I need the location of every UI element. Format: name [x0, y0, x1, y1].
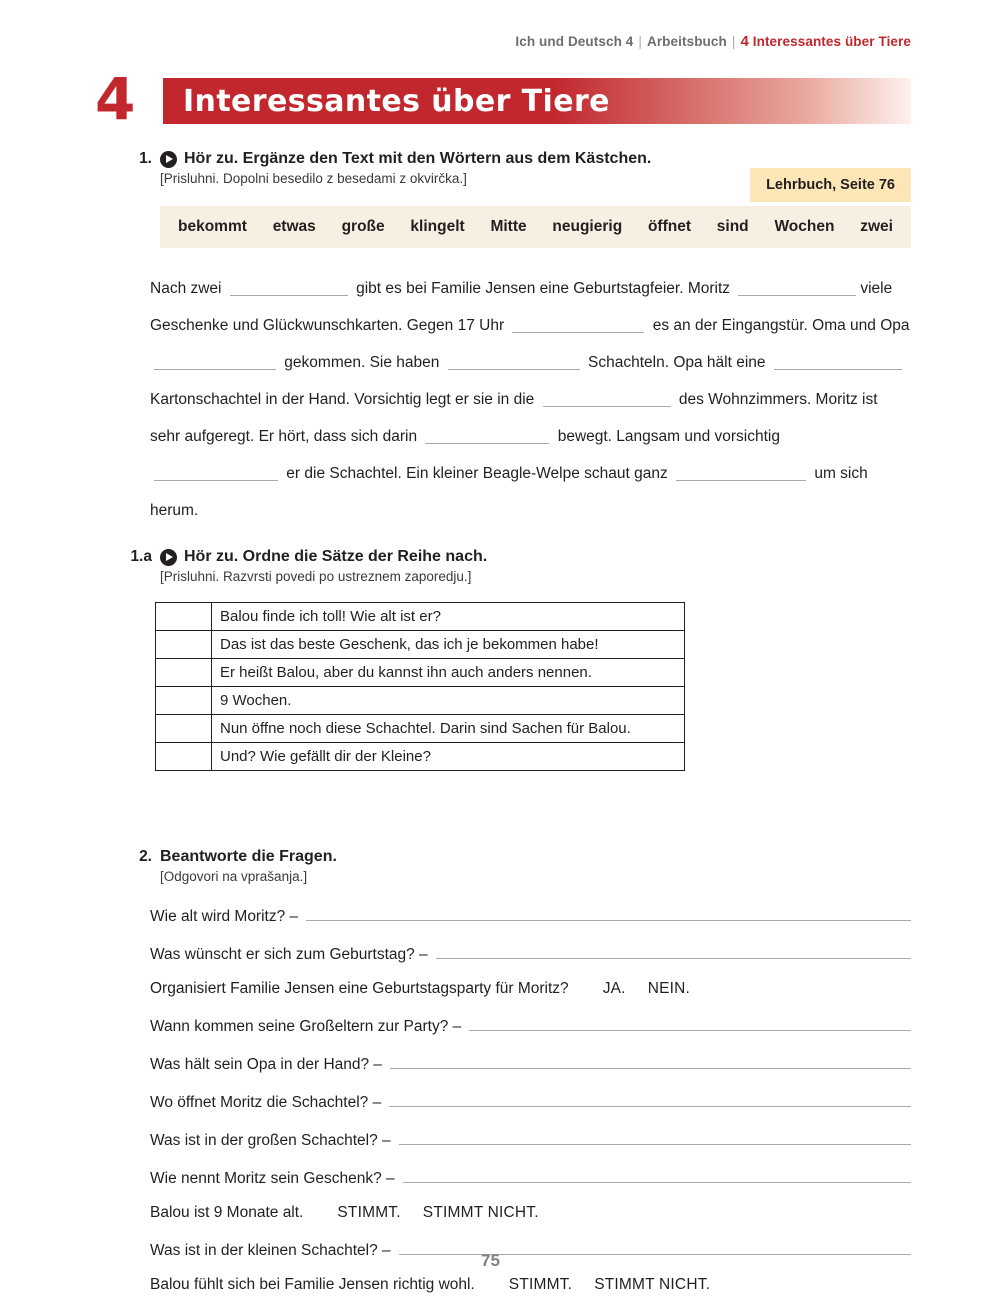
order-sentence: Und? Wie gefällt dir der Kleine?	[212, 743, 685, 771]
gap-blank[interactable]	[676, 462, 806, 481]
gap-text-part: des Wohnzimmers. Moritz ist sehr aufgeregt. Er hört, dass sich darin	[150, 391, 878, 445]
task-1-heading-row	[160, 150, 981, 168]
answer-line[interactable]	[469, 1014, 911, 1031]
choice-option[interactable]: STIMMT NICHT.	[422, 1204, 539, 1221]
order-input-cell[interactable]	[156, 603, 212, 631]
question-row	[150, 1014, 911, 1036]
audio-play-icon[interactable]	[160, 549, 177, 566]
question-text: Was wünscht er sich zum Geburtstag? –	[150, 946, 428, 963]
wordbox-word: Mitte	[490, 218, 527, 235]
question-text: Wann kommen seine Großeltern zur Party? –	[150, 1018, 462, 1035]
wordbox-word: sind	[716, 218, 749, 235]
order-sentence: Balou finde ich toll! Wie alt ist er?	[212, 603, 685, 631]
table-row	[156, 743, 685, 771]
question-text: Balou fühlt sich bei Familie Jensen richtig wohl.	[150, 1276, 475, 1293]
order-sentence: Er heißt Balou, aber du kannst ihn auch anders nennen.	[212, 659, 685, 687]
question-choices	[603, 980, 712, 998]
task-1-heading: Hör zu. Ergänze den Text mit den Wörtern aus dem Kästchen.	[184, 150, 652, 167]
running-head-book: Ich und Deutsch 4	[515, 34, 634, 49]
ordering-table	[155, 602, 685, 771]
running-head	[515, 33, 911, 50]
question-text: Was ist in der großen Schachtel? –	[150, 1132, 391, 1149]
gap-blank[interactable]	[154, 351, 276, 370]
choice-option[interactable]: STIMMT.	[508, 1276, 573, 1293]
answer-line[interactable]	[390, 1052, 911, 1069]
question-row	[150, 980, 911, 998]
task-1-number: 1.	[139, 150, 152, 167]
task-1-subtitle: [Prisluhni. Dopolni besedilo z besedami z okvirčka.]	[160, 171, 467, 186]
wordbox-word: bekommt	[178, 218, 247, 235]
table-row	[156, 603, 685, 631]
lehrbuch-badge: Lehrbuch, Seite 76	[750, 168, 911, 202]
wordbox-word: etwas	[272, 218, 316, 235]
wordbox-word: neugierig	[552, 218, 623, 235]
running-head-section: Arbeitsbuch	[646, 34, 727, 49]
gap-text-part: es an der Eingangstür. Oma und Opa	[648, 317, 910, 334]
question-text: Wo öffnet Moritz die Schachtel? –	[150, 1094, 382, 1111]
running-head-chapter-title: Interessantes über Tiere	[752, 34, 911, 49]
choice-option[interactable]: STIMMT.	[337, 1204, 401, 1221]
question-text: Balou ist 9 Monate alt.	[150, 1204, 304, 1221]
gap-text-part: viele Geschenke und Glückwunschkarten. Gegen 17 Uhr	[150, 280, 893, 334]
wordbox-word: zwei	[860, 218, 893, 235]
running-head-separator-2: |	[731, 34, 736, 49]
question-row	[150, 1052, 911, 1074]
task-1-wordbox	[160, 206, 911, 248]
gap-text-part: Nach zwei	[150, 280, 226, 297]
table-row	[156, 631, 685, 659]
task-2	[0, 848, 981, 1294]
order-input-cell[interactable]	[156, 631, 212, 659]
answer-line[interactable]	[389, 1090, 911, 1107]
choice-option[interactable]: JA.	[602, 980, 626, 997]
question-row	[150, 1204, 911, 1222]
gap-text-part: Kartonschachtel in der Hand. Vorsichtig legt er sie in die	[150, 391, 539, 408]
gap-text-part: gibt es bei Familie Jensen eine Geburtstagfeier. Moritz	[351, 280, 735, 297]
wordbox-word: öffnet	[647, 218, 691, 235]
chapter-title: Interessantes über Tiere	[183, 83, 610, 119]
answer-line[interactable]	[436, 942, 911, 959]
page-number: 75	[481, 1251, 500, 1270]
choice-option[interactable]: NEIN.	[647, 980, 691, 997]
order-input-cell[interactable]	[156, 743, 212, 771]
gap-blank[interactable]	[543, 388, 671, 407]
wordbox-word: große	[341, 218, 385, 235]
audio-play-icon[interactable]	[160, 151, 177, 168]
task-2-heading: Beantworte die Fragen.	[160, 848, 337, 865]
question-row	[150, 942, 911, 964]
chapter-banner-bar	[163, 78, 911, 124]
task-1	[0, 150, 981, 519]
question-row	[150, 1090, 911, 1112]
task-1a-heading: Hör zu. Ordne die Sätze der Reihe nach.	[184, 548, 488, 565]
gap-blank[interactable]	[154, 462, 278, 481]
question-text: Was ist in der kleinen Schachtel? –	[150, 1242, 391, 1259]
task-1a-heading-row	[160, 548, 981, 566]
question-text: Wie alt wird Moritz? –	[150, 908, 299, 925]
table-row	[156, 715, 685, 743]
gap-blank[interactable]	[230, 277, 348, 296]
gap-text-part: um sich herum.	[150, 465, 868, 519]
question-text: Wie nennt Moritz sein Geschenk? –	[150, 1170, 395, 1187]
question-row	[150, 1166, 911, 1188]
gap-blank[interactable]	[738, 277, 856, 296]
gap-text-part: Schachteln. Opa hält eine	[583, 354, 770, 371]
gap-blank[interactable]	[774, 351, 902, 370]
order-input-cell[interactable]	[156, 715, 212, 743]
question-text: Was hält sein Opa in der Hand? –	[150, 1056, 383, 1073]
order-sentence: 9 Wochen.	[212, 687, 685, 715]
order-input-cell[interactable]	[156, 687, 212, 715]
task-2-subtitle: [Odgovori na vprašanja.]	[160, 869, 308, 884]
answer-line[interactable]	[306, 904, 911, 921]
page-content	[0, 150, 981, 1310]
task-1a-subtitle: [Prisluhni. Razvrsti povedi po ustreznem zaporedju.]	[160, 569, 472, 584]
gap-text-part: er die Schachtel. Ein kleiner Beagle-Welpe schaut ganz	[282, 465, 673, 482]
answer-line[interactable]	[399, 1128, 911, 1145]
gap-blank[interactable]	[425, 425, 549, 444]
task-2-heading-row	[160, 848, 981, 866]
chapter-banner	[95, 65, 911, 133]
answer-line[interactable]	[403, 1166, 911, 1183]
question-choices	[337, 1204, 560, 1222]
task-1a-number: 1.a	[130, 548, 152, 565]
task-2-questions	[150, 904, 911, 1294]
choice-option[interactable]: STIMMT NICHT.	[594, 1276, 711, 1293]
question-choices	[509, 1276, 732, 1294]
wordbox-word: Wochen	[774, 218, 835, 235]
running-head-separator-1: |	[638, 34, 642, 49]
question-row	[150, 1276, 911, 1294]
wordbox-word: klingelt	[410, 218, 465, 235]
question-row	[150, 904, 911, 926]
question-row	[150, 1128, 911, 1150]
gap-blank[interactable]	[512, 314, 644, 333]
gap-blank[interactable]	[448, 351, 580, 370]
gap-text-part: bewegt. Langsam und vorsichtig	[553, 428, 780, 445]
table-row	[156, 687, 685, 715]
chapter-number: 4	[95, 65, 134, 133]
task-2-number: 2.	[139, 848, 152, 865]
order-input-cell[interactable]	[156, 659, 212, 687]
table-row	[156, 659, 685, 687]
order-sentence: Das ist das beste Geschenk, das ich je bekommen habe!	[212, 631, 685, 659]
running-head-chapter-number: 4	[740, 33, 749, 50]
question-text: Organisiert Familie Jensen eine Geburtstagsparty für Moritz?	[150, 980, 569, 997]
task-1a	[0, 548, 981, 806]
order-sentence: Nun öffne noch diese Schachtel. Darin sind Sachen für Balou.	[212, 715, 685, 743]
task-1-gap-text	[150, 270, 911, 529]
gap-text-part: gekommen. Sie haben	[280, 354, 444, 371]
